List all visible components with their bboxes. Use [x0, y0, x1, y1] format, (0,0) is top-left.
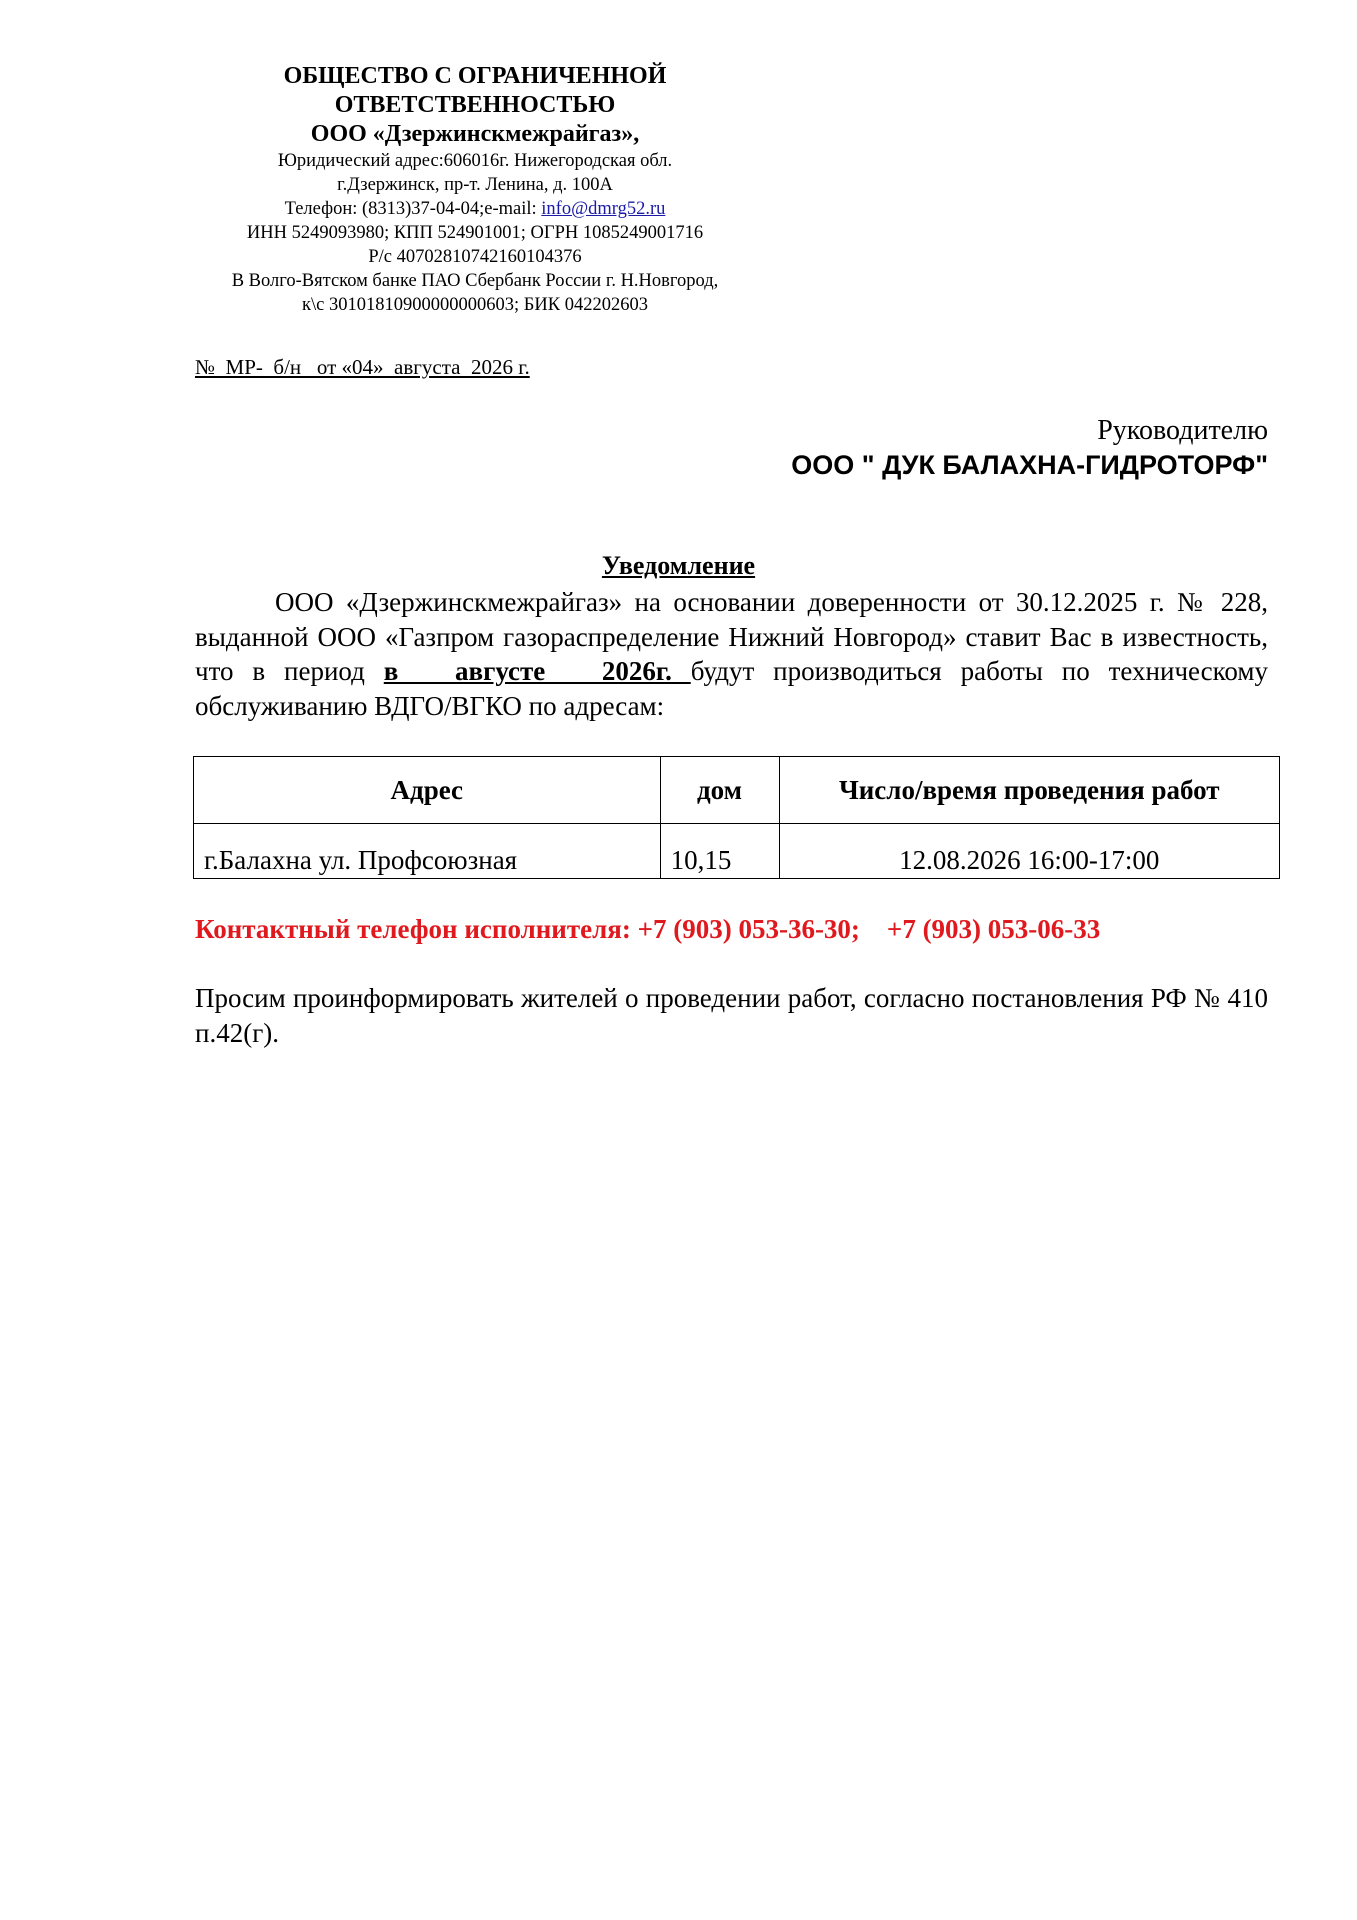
header-house: дом — [660, 757, 779, 824]
notice-text-part1: ООО «Дзержинскмежрайгаз» на основании доверенности от 30.12.2025 г. № 228, выданной ООО «Газпром газораспределение Нижний Новгород» ставит Вас в известность, что в период — [195, 587, 1268, 686]
notice-period: в августе 2026г. — [383, 656, 691, 686]
notice-title: Уведомление — [601, 551, 756, 580]
addressee-block — [791, 413, 1268, 483]
notice-body — [195, 585, 1268, 723]
request-text: Просим проинформировать жителей о проведении работ, согласно постановления РФ № 410 п.42(г). — [195, 983, 1268, 1048]
company-header — [190, 62, 760, 317]
header-datetime: Число/время проведения работ — [779, 757, 1280, 824]
header-address: Адрес — [194, 757, 661, 824]
table-header-row — [194, 757, 1280, 824]
table-row — [194, 824, 1280, 879]
phone-text: Телефон: (8313)37-04-04;e-mail: — [284, 199, 542, 219]
legal-address-line2: г.Дзержинск, пр-т. Ленина, д. 100А — [337, 175, 613, 195]
works-table — [193, 756, 1280, 879]
tax-ids: ИНН 5249093980; КПП 524901001; ОГРН 1085249001716 — [246, 223, 704, 243]
cell-address: г.Балахна ул. Профсоюзная — [194, 824, 661, 879]
contact-phones: Контактный телефон исполнителя: +7 (903) 053-36-30; +7 (903) 053-06-33 — [195, 914, 1101, 944]
org-name: ООО «Дзержинскмежрайгаз», — [310, 121, 640, 147]
bank-name: В Волго-Вятском банке ПАО Сбербанк России г. Н.Новгород, — [231, 271, 719, 291]
cell-datetime: 12.08.2026 16:00-17:00 — [779, 824, 1280, 879]
corr-account: к\с 30101810900000000603; БИК 042202603 — [302, 295, 648, 315]
addressee-role: Руководителю — [1097, 415, 1268, 446]
addressee-organization: ООО " ДУК БАЛАХНА-ГИДРОТОРФ" — [791, 450, 1268, 480]
bank-account: Р/с 40702810742160104376 — [368, 247, 582, 267]
outgoing-number: № МР- б/н от «04» августа 2026 г. — [195, 355, 530, 379]
cell-house: 10,15 — [660, 824, 779, 879]
org-form-line2: ОТВЕТСТВЕННОСТЬЮ — [334, 92, 616, 118]
org-form-line1: ОБЩЕСТВО С ОГРАНИЧЕННОЙ — [283, 63, 667, 89]
contact-line — [190, 197, 760, 221]
email-link[interactable]: info@dmrg52.ru — [541, 199, 666, 219]
legal-address-line1: Юридический адрес:606016г. Нижегородская обл. — [277, 151, 673, 171]
notice-text-part2: будут производиться работы по техническому обслуживанию ВДГО/ВГКО по адресам: — [195, 656, 1268, 721]
